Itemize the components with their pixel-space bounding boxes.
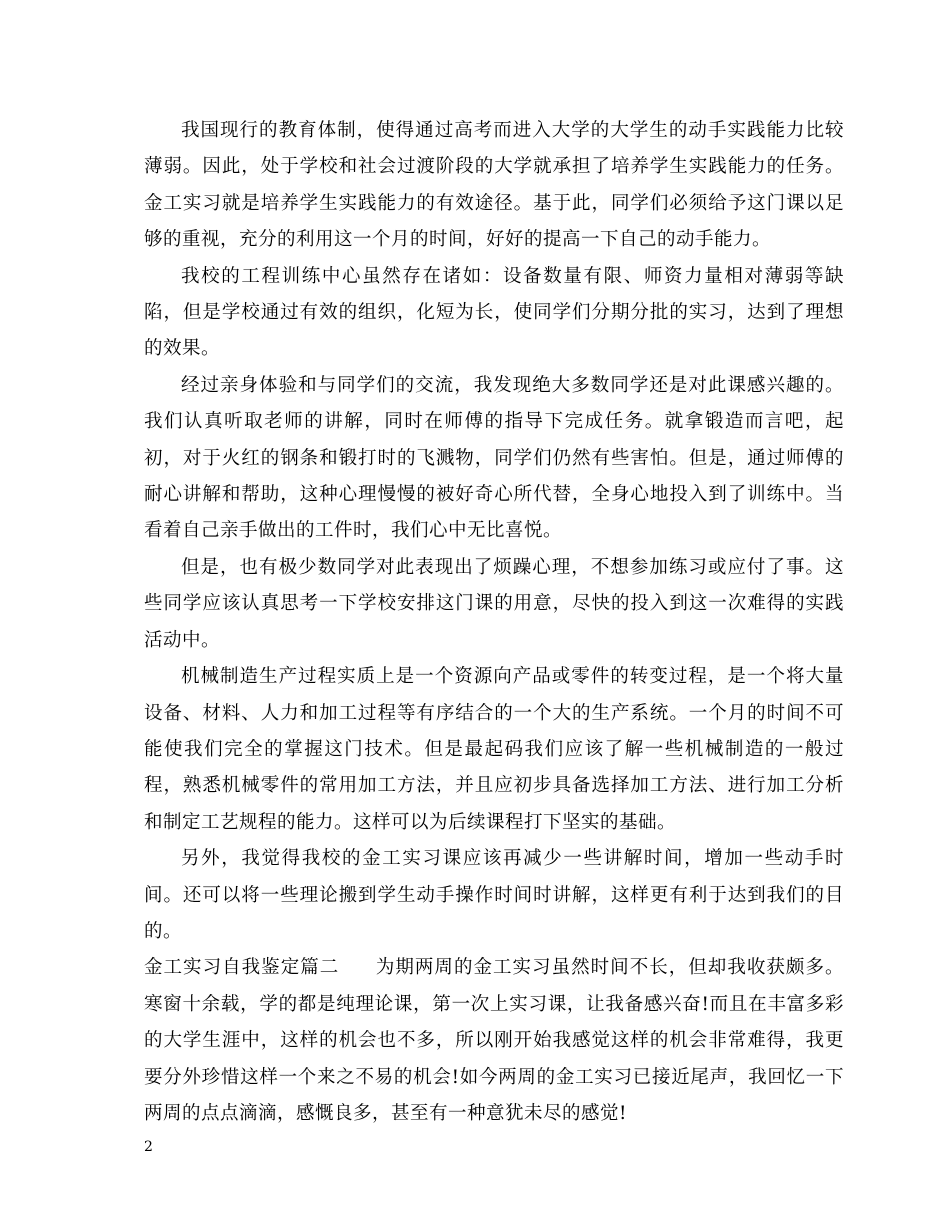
section-paragraph: 为期两周的金工实习虽然时间不长，但却我收获颇多。寒窗十余载，学的都是纯理论课，第一次上实习课，让我备感兴奋!而且在丰富多彩的大学生涯中，这样的机会也不多，所以刚开始我感觉这样的机会非常难得，我更要分外珍惜这样一个来之不易的机会!如今两周的金工实习已接近尾声，我回忆一下两周的点点滴滴，感慨良多，甚至有一种意犹未尽的感觉! [144,957,844,1124]
section-heading: 金工实习自我鉴定篇二 [144,957,340,979]
section-two-block [144,950,844,1132]
paragraph-4: 但是，也有极少数同学对此表现出了烦躁心理，不想参加练习或应付了事。这些同学应该认真思考一下学校安排这门课的用意，尽快的投入到这一次难得的实践活动中。 [144,556,844,651]
paragraph-6: 另外，我觉得我校的金工实习课应该再减少一些讲解时间，增加一些动手时间。还可以将一些理论搬到学生动手操作时间时讲解，这样更有利于达到我们的目的。 [144,848,844,942]
paragraph-2: 我校的工程训练中心虽然存在诸如：设备数量有限、师资力量相对薄弱等缺陷，但是学校通过有效的组织，化短为长，使同学们分期分批的实习，达到了理想的效果。 [144,265,844,360]
page-number: 2 [144,1139,153,1155]
paragraph-3: 经过亲身体验和与同学们的交流，我发现绝大多数同学还是对此课感兴趣的。我们认真听取老师的讲解，同时在师傅的指导下完成任务。就拿锻造而言吧，起初，对于火红的钢条和锻打时的飞溅物，同学们仍然有些害怕。但是，通过师傅的耐心讲解和帮助，这种心理慢慢的被好奇心所代替，全身心地投入到了训练中。当看着自己亲手做出的工件时，我们心中无比喜悦。 [144,374,844,542]
paragraph-5: 机械制造生产过程实质上是一个资源向产品或零件的转变过程，是一个将大量设备、材料、人力和加工过程等有序结合的一个大的生产系统。一个月的时间不可能使我们完全的掌握这门技术。但是最起码我们应该了解一些机械制造的一般过程，熟悉机械零件的常用加工方法，并且应初步具备选择加工方法、进行加工分析和制定工艺规程的能力。这样可以为后续课程打下坚实的基础。 [144,666,844,833]
paragraph-1: 我国现行的教育体制，使得通过高考而进入大学的大学生的动手实践能力比较薄弱。因此，处于学校和社会过渡阶段的大学就承担了培养学生实践能力的任务。金工实习就是培养学生实践能力的有效途径。基于此，同学们必须给予这门课以足够的重视，充分的利用这一个月的时间，好好的提高一下自己的动手能力。 [144,120,844,251]
document-body [144,113,844,1132]
